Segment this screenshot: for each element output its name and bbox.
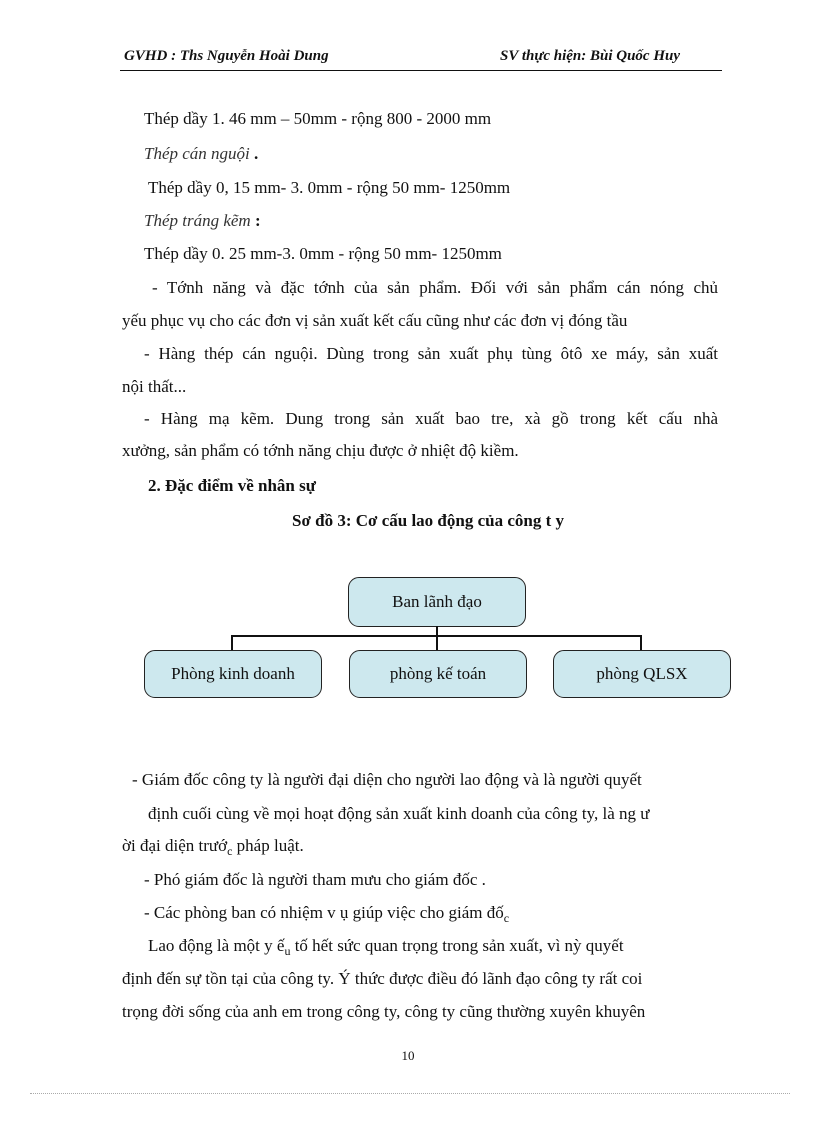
org-box-production-label: phòng QLSX (596, 664, 688, 683)
labor-line1-sub: u (284, 944, 291, 958)
org-box-production (553, 650, 731, 698)
label-galvanized-punct: : (250, 211, 261, 230)
connector-root-down (436, 626, 438, 650)
label-cold-rolled-text: Thép cán nguội (144, 144, 250, 163)
paragraph-features-line1: - Tớnh năng và đặc tớnh của sản phẩm. Đối với sản phẩm cán nóng chủ (152, 278, 718, 297)
paragraph-deputy: - Phó giám đốc là người tham mưu cho giám đốc . (144, 870, 486, 889)
header-divider (120, 70, 722, 71)
org-box-sales-label: Phòng kinh doanh (171, 664, 295, 683)
paragraph-director-line2: định cuối cùng về mọi hoạt động sản xuất kinh doanh của công ty, là ng ư (148, 804, 650, 823)
spec-hot-rolled: Thép dầy 1. 46 mm – 50mm - rộng 800 - 2000 mm (144, 109, 492, 128)
paragraph-departments (144, 904, 509, 924)
label-cold-rolled (144, 145, 258, 162)
paragraph-cold-line1: - Hàng thép cán nguội. Dùng trong sản xuất phụ tùng ôtô xe máy, sản xuất (144, 344, 718, 363)
label-galvanized (144, 212, 261, 229)
org-box-leadership (348, 577, 526, 627)
paragraph-labor-line1 (148, 937, 624, 957)
paragraph-cold-line2: nội thất... (122, 377, 187, 396)
director-line3-sub: c (227, 844, 233, 858)
paragraph-zinc-line2: xưởng, sản phẩm có tớnh năng chịu được ở nhiệt độ kiềm. (122, 441, 519, 460)
paragraph-director-line1: - Giám đốc công ty là người đại diện cho người lao động và là người quyết (132, 770, 642, 789)
director-line3-a: ời đại diện trướ (122, 836, 228, 855)
page-number: 10 (401, 1048, 415, 1063)
org-box-accounting-label: phòng kế toán (389, 664, 487, 683)
org-box-leadership-label: Ban lãnh đạo (392, 592, 482, 611)
labor-line1-a: Lao động là một y ế (148, 936, 285, 955)
connector-horizontal (231, 635, 642, 637)
header-student: SV thực hiện: Bùi Quốc Huy (500, 48, 680, 64)
diagram-title: Sơ đồ 3: Cơ cấu lao động của công t y (292, 511, 564, 530)
paragraph-features-line2: yếu phục vụ cho các đơn vị sản xuất kết cấu cũng như các đơn vị đóng tầu (122, 311, 628, 330)
labor-line1-b: tố hết sức quan trọng trong sản xuất, vì nỳ quyết (290, 936, 624, 955)
connector-right (640, 635, 642, 650)
footer-dotted-line (30, 1093, 790, 1094)
connector-left (231, 635, 233, 650)
label-cold-rolled-punct: . (249, 144, 259, 163)
section-heading: 2. Đặc điểm về nhân sự (148, 476, 316, 495)
director-line3-b: pháp luật. (232, 836, 304, 855)
spec-cold-rolled: Thép dầy 0, 15 mm- 3. 0mm - rộng 50 mm- 1250mm (148, 178, 511, 197)
header-instructor: GVHD : Ths Nguyễn Hoài Dung (124, 48, 329, 64)
paragraph-director-line3 (122, 837, 304, 857)
org-box-accounting (349, 650, 527, 698)
departments-sub: c (503, 911, 510, 925)
spec-galvanized: Thép dầy 0. 25 mm-3. 0mm - rộng 50 mm- 1250mm (144, 244, 502, 263)
org-box-sales (144, 650, 322, 698)
paragraph-zinc-line1: - Hàng mạ kẽm. Dung trong sản xuất bao tre, xà gồ trong kết cấu nhà (144, 409, 718, 428)
paragraph-labor-line3: trọng đời sống của anh em trong công ty, công ty cũng thường xuyên khuyên (122, 1002, 646, 1021)
label-galvanized-text: Thép tráng kẽm (144, 211, 251, 230)
departments-text: - Các phòng ban có nhiệm v ụ giúp việc cho giám đố (144, 903, 504, 922)
paragraph-labor-line2: định đến sự tồn tại của công ty. Ý thức được điều đó lãnh đạo công ty rất coi (122, 969, 643, 988)
